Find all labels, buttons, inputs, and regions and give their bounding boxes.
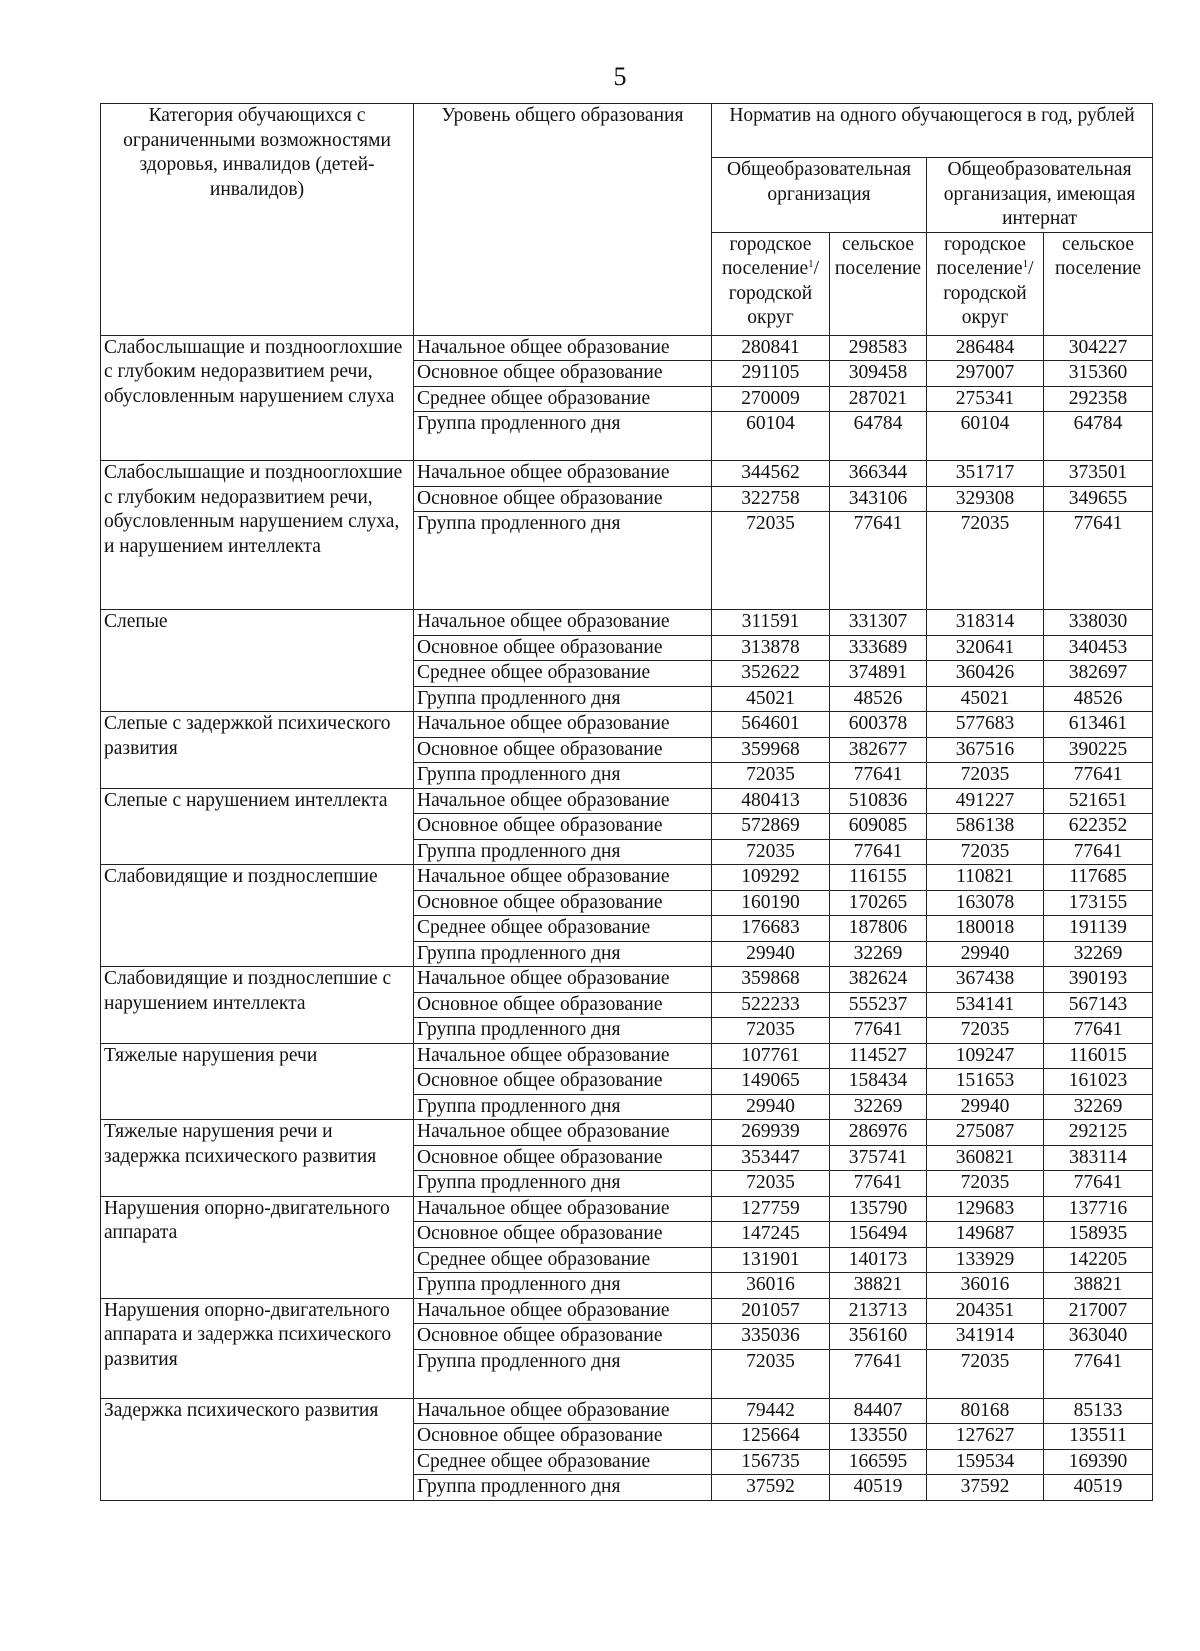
value-rural-boarding: 217007	[1044, 1298, 1153, 1324]
value-rural-boarding: 567143	[1044, 992, 1153, 1018]
value-urban-boarding: 180018	[927, 916, 1044, 942]
value-rural-boarding: 383114	[1044, 1145, 1153, 1171]
value-urban-general: 480413	[712, 788, 830, 814]
level-cell: Группа продленного дня	[414, 763, 712, 789]
value-rural-boarding: 77641	[1044, 1018, 1153, 1044]
value-rural-general: 32269	[830, 941, 927, 967]
value-urban-boarding: 204351	[927, 1298, 1044, 1324]
level-cell: Основное общее образование	[414, 814, 712, 840]
value-urban-boarding: 275087	[927, 1120, 1044, 1146]
value-rural-boarding: 292125	[1044, 1120, 1153, 1146]
value-rural-general: 84407	[830, 1398, 927, 1424]
value-rural-general: 140173	[830, 1247, 927, 1273]
value-rural-general: 609085	[830, 814, 927, 840]
header-urban-b: / городской округ	[728, 258, 820, 328]
value-rural-general: 77641	[830, 1018, 927, 1044]
category-cell: Слепые	[101, 610, 414, 712]
level-cell: Группа продленного дня	[414, 1094, 712, 1120]
value-urban-boarding: 133929	[927, 1247, 1044, 1273]
value-urban-general: 291105	[712, 361, 830, 387]
value-rural-general: 510836	[830, 788, 927, 814]
level-cell: Основное общее образование	[414, 890, 712, 916]
category-cell: Нарушения опорно-двигательного аппарата и задержка психического развития	[101, 1298, 414, 1398]
value-urban-general: 353447	[712, 1145, 830, 1171]
value-urban-boarding: 45021	[927, 686, 1044, 712]
value-urban-boarding: 275341	[927, 386, 1044, 412]
value-rural-general: 375741	[830, 1145, 927, 1171]
value-rural-boarding: 338030	[1044, 610, 1153, 636]
value-urban-boarding: 318314	[927, 610, 1044, 636]
category-cell: Слабовидящие и позднослепшие с нарушением интеллекта	[101, 967, 414, 1044]
table-row	[101, 335, 1153, 361]
table-row	[101, 788, 1153, 814]
page-number: 5	[613, 62, 627, 91]
value-rural-general: 40519	[830, 1475, 927, 1501]
level-cell: Среднее общее образование	[414, 916, 712, 942]
header-urban-a: городское поселение	[721, 233, 812, 279]
category-cell: Слабослышащие и позднооглохшие с глубоким недоразвитием речи, обусловленным нарушением слуха	[101, 335, 414, 461]
value-rural-general: 366344	[830, 461, 927, 487]
level-cell: Группа продленного дня	[414, 412, 712, 461]
value-rural-boarding: 158935	[1044, 1222, 1153, 1248]
value-rural-general: 187806	[830, 916, 927, 942]
value-rural-general: 133550	[830, 1424, 927, 1450]
header-org-boarding: Общеобразовательная организация, имеющая интернат	[927, 158, 1153, 233]
table-row	[101, 1196, 1153, 1222]
header-rural-general: сельское поселение	[830, 232, 927, 335]
value-urban-general: 270009	[712, 386, 830, 412]
value-urban-general: 359868	[712, 967, 830, 993]
value-urban-boarding: 286484	[927, 335, 1044, 361]
value-urban-boarding: 320641	[927, 635, 1044, 661]
value-rural-general: 286976	[830, 1120, 927, 1146]
level-cell: Основное общее образование	[414, 1145, 712, 1171]
value-urban-general: 79442	[712, 1398, 830, 1424]
level-cell: Среднее общее образование	[414, 1449, 712, 1475]
value-urban-boarding: 37592	[927, 1475, 1044, 1501]
level-cell: Начальное общее образование	[414, 1398, 712, 1424]
value-urban-boarding: 72035	[927, 1018, 1044, 1044]
level-cell: Основное общее образование	[414, 486, 712, 512]
value-rural-boarding: 117685	[1044, 865, 1153, 891]
value-rural-boarding: 40519	[1044, 1475, 1153, 1501]
value-rural-general: 32269	[830, 1094, 927, 1120]
value-rural-general: 374891	[830, 661, 927, 687]
table-row	[101, 1043, 1153, 1069]
value-rural-boarding: 77641	[1044, 1171, 1153, 1197]
level-cell: Начальное общее образование	[414, 1196, 712, 1222]
value-urban-boarding: 60104	[927, 412, 1044, 461]
level-cell: Группа продленного дня	[414, 1273, 712, 1299]
level-cell: Основное общее образование	[414, 1324, 712, 1350]
level-cell: Основное общее образование	[414, 635, 712, 661]
value-urban-boarding: 360821	[927, 1145, 1044, 1171]
value-rural-general: 77641	[830, 512, 927, 610]
value-urban-general: 311591	[712, 610, 830, 636]
header-urban-general	[712, 232, 830, 335]
value-urban-general: 72035	[712, 512, 830, 610]
category-cell: Слепые с нарушением интеллекта	[101, 788, 414, 865]
value-rural-boarding: 137716	[1044, 1196, 1153, 1222]
value-urban-boarding: 149687	[927, 1222, 1044, 1248]
value-urban-boarding: 109247	[927, 1043, 1044, 1069]
value-rural-boarding: 48526	[1044, 686, 1153, 712]
value-rural-boarding: 340453	[1044, 635, 1153, 661]
value-urban-boarding: 72035	[927, 1349, 1044, 1398]
header-urban-boarding	[927, 232, 1044, 335]
level-cell: Начальное общее образование	[414, 610, 712, 636]
level-cell: Начальное общее образование	[414, 1298, 712, 1324]
value-urban-boarding: 351717	[927, 461, 1044, 487]
value-urban-general: 72035	[712, 763, 830, 789]
level-cell: Группа продленного дня	[414, 512, 712, 610]
value-rural-general: 309458	[830, 361, 927, 387]
level-cell: Начальное общее образование	[414, 1043, 712, 1069]
level-cell: Группа продленного дня	[414, 1475, 712, 1501]
value-rural-general: 77641	[830, 763, 927, 789]
value-rural-general: 333689	[830, 635, 927, 661]
value-rural-boarding: 349655	[1044, 486, 1153, 512]
category-cell: Тяжелые нарушения речи	[101, 1043, 414, 1120]
value-rural-boarding: 77641	[1044, 763, 1153, 789]
value-urban-general: 344562	[712, 461, 830, 487]
value-urban-boarding: 534141	[927, 992, 1044, 1018]
level-cell: Основное общее образование	[414, 361, 712, 387]
table-header	[101, 104, 1153, 336]
value-urban-general: 201057	[712, 1298, 830, 1324]
value-rural-general: 213713	[830, 1298, 927, 1324]
table-row	[101, 461, 1153, 487]
value-rural-boarding: 135511	[1044, 1424, 1153, 1450]
value-rural-boarding: 373501	[1044, 461, 1153, 487]
value-urban-general: 125664	[712, 1424, 830, 1450]
value-rural-general: 114527	[830, 1043, 927, 1069]
value-rural-general: 331307	[830, 610, 927, 636]
table-row	[101, 1120, 1153, 1146]
category-cell: Слепые с задержкой психического развития	[101, 712, 414, 789]
value-urban-general: 45021	[712, 686, 830, 712]
value-rural-boarding: 85133	[1044, 1398, 1153, 1424]
value-urban-boarding: 491227	[927, 788, 1044, 814]
value-urban-general: 36016	[712, 1273, 830, 1299]
value-urban-boarding: 72035	[927, 763, 1044, 789]
level-cell: Группа продленного дня	[414, 1018, 712, 1044]
value-urban-general: 72035	[712, 1171, 830, 1197]
table-body	[101, 335, 1153, 1500]
level-cell: Группа продленного дня	[414, 1349, 712, 1398]
value-urban-general: 127759	[712, 1196, 830, 1222]
category-cell: Задержка психического развития	[101, 1398, 414, 1500]
value-rural-general: 77641	[830, 839, 927, 865]
value-urban-general: 107761	[712, 1043, 830, 1069]
value-rural-general: 555237	[830, 992, 927, 1018]
value-urban-general: 176683	[712, 916, 830, 942]
value-rural-general: 38821	[830, 1273, 927, 1299]
value-urban-boarding: 151653	[927, 1069, 1044, 1095]
table-row	[101, 967, 1153, 993]
level-cell: Начальное общее образование	[414, 1120, 712, 1146]
value-urban-boarding: 329308	[927, 486, 1044, 512]
level-cell: Начальное общее образование	[414, 788, 712, 814]
value-urban-general: 149065	[712, 1069, 830, 1095]
value-urban-general: 160190	[712, 890, 830, 916]
header-urban-b: / городской округ	[943, 258, 1034, 328]
value-urban-boarding: 72035	[927, 1171, 1044, 1197]
value-rural-general: 156494	[830, 1222, 927, 1248]
value-rural-general: 158434	[830, 1069, 927, 1095]
value-urban-boarding: 163078	[927, 890, 1044, 916]
value-rural-boarding: 169390	[1044, 1449, 1153, 1475]
normatives-table	[100, 103, 1153, 1501]
header-level: Уровень общего образования	[414, 104, 712, 336]
value-rural-boarding: 161023	[1044, 1069, 1153, 1095]
value-urban-general: 29940	[712, 941, 830, 967]
value-urban-general: 522233	[712, 992, 830, 1018]
value-rural-general: 382624	[830, 967, 927, 993]
level-cell: Основное общее образование	[414, 737, 712, 763]
value-rural-boarding: 304227	[1044, 335, 1153, 361]
value-rural-boarding: 77641	[1044, 512, 1153, 610]
value-urban-boarding: 72035	[927, 839, 1044, 865]
value-urban-boarding: 110821	[927, 865, 1044, 891]
table-row	[101, 712, 1153, 738]
value-urban-general: 131901	[712, 1247, 830, 1273]
value-rural-general: 77641	[830, 1171, 927, 1197]
value-rural-general: 48526	[830, 686, 927, 712]
value-urban-boarding: 129683	[927, 1196, 1044, 1222]
level-cell: Основное общее образование	[414, 992, 712, 1018]
value-rural-boarding: 64784	[1044, 412, 1153, 461]
value-urban-general: 109292	[712, 865, 830, 891]
value-rural-general: 77641	[830, 1349, 927, 1398]
table-row	[101, 1298, 1153, 1324]
value-rural-boarding: 521651	[1044, 788, 1153, 814]
level-cell: Начальное общее образование	[414, 461, 712, 487]
value-rural-boarding: 32269	[1044, 941, 1153, 967]
level-cell: Начальное общее образование	[414, 712, 712, 738]
footnote-marker: 1	[808, 258, 814, 270]
table-row	[101, 865, 1153, 891]
value-urban-general: 72035	[712, 839, 830, 865]
header-urban-a: городское поселение	[936, 233, 1026, 279]
value-urban-general: 313878	[712, 635, 830, 661]
value-urban-boarding: 29940	[927, 1094, 1044, 1120]
value-urban-general: 147245	[712, 1222, 830, 1248]
value-rural-boarding: 622352	[1044, 814, 1153, 840]
value-rural-general: 382677	[830, 737, 927, 763]
category-cell: Нарушения опорно-двигательного аппарата	[101, 1196, 414, 1298]
value-urban-general: 322758	[712, 486, 830, 512]
value-rural-boarding: 613461	[1044, 712, 1153, 738]
value-rural-general: 356160	[830, 1324, 927, 1350]
value-urban-boarding: 72035	[927, 512, 1044, 610]
level-cell: Группа продленного дня	[414, 1171, 712, 1197]
category-cell: Тяжелые нарушения речи и задержка психического развития	[101, 1120, 414, 1197]
value-urban-general: 280841	[712, 335, 830, 361]
level-cell: Среднее общее образование	[414, 661, 712, 687]
category-cell: Слабовидящие и позднослепшие	[101, 865, 414, 967]
value-urban-general: 335036	[712, 1324, 830, 1350]
header-rural-boarding: сельское поселение	[1044, 232, 1153, 335]
value-urban-general: 352622	[712, 661, 830, 687]
table-row	[101, 610, 1153, 636]
header-category: Категория обучающихся с ограниченными возможностями здоровья, инвалидов (детей-инвалидов)	[101, 104, 414, 336]
value-urban-boarding: 360426	[927, 661, 1044, 687]
value-urban-boarding: 577683	[927, 712, 1044, 738]
level-cell: Начальное общее образование	[414, 967, 712, 993]
value-rural-boarding: 292358	[1044, 386, 1153, 412]
value-urban-boarding: 586138	[927, 814, 1044, 840]
value-urban-boarding: 80168	[927, 1398, 1044, 1424]
value-rural-boarding: 142205	[1044, 1247, 1153, 1273]
value-rural-boarding: 390225	[1044, 737, 1153, 763]
level-cell: Среднее общее образование	[414, 1247, 712, 1273]
value-rural-boarding: 32269	[1044, 1094, 1153, 1120]
value-rural-boarding: 77641	[1044, 1349, 1153, 1398]
value-urban-boarding: 29940	[927, 941, 1044, 967]
table-row	[101, 1398, 1153, 1424]
value-urban-boarding: 36016	[927, 1273, 1044, 1299]
value-urban-general: 564601	[712, 712, 830, 738]
value-urban-boarding: 297007	[927, 361, 1044, 387]
value-rural-boarding: 191139	[1044, 916, 1153, 942]
level-cell: Группа продленного дня	[414, 839, 712, 865]
value-urban-general: 572869	[712, 814, 830, 840]
value-rural-general: 600378	[830, 712, 927, 738]
value-rural-boarding: 173155	[1044, 890, 1153, 916]
level-cell: Начальное общее образование	[414, 335, 712, 361]
level-cell: Группа продленного дня	[414, 941, 712, 967]
value-rural-boarding: 315360	[1044, 361, 1153, 387]
value-urban-general: 72035	[712, 1018, 830, 1044]
value-urban-general: 60104	[712, 412, 830, 461]
value-urban-boarding: 367516	[927, 737, 1044, 763]
value-rural-boarding: 38821	[1044, 1273, 1153, 1299]
value-urban-boarding: 341914	[927, 1324, 1044, 1350]
value-rural-general: 170265	[830, 890, 927, 916]
level-cell: Основное общее образование	[414, 1222, 712, 1248]
value-rural-boarding: 390193	[1044, 967, 1153, 993]
value-urban-general: 29940	[712, 1094, 830, 1120]
value-rural-boarding: 77641	[1044, 839, 1153, 865]
value-urban-boarding: 127627	[927, 1424, 1044, 1450]
footnote-marker: 1	[1022, 258, 1029, 270]
value-urban-boarding: 159534	[927, 1449, 1044, 1475]
value-rural-general: 116155	[830, 865, 927, 891]
value-urban-general: 156735	[712, 1449, 830, 1475]
value-rural-boarding: 363040	[1044, 1324, 1153, 1350]
value-urban-general: 37592	[712, 1475, 830, 1501]
value-rural-general: 135790	[830, 1196, 927, 1222]
value-urban-general: 269939	[712, 1120, 830, 1146]
level-cell: Группа продленного дня	[414, 686, 712, 712]
value-rural-boarding: 382697	[1044, 661, 1153, 687]
value-rural-general: 64784	[830, 412, 927, 461]
value-urban-boarding: 367438	[927, 967, 1044, 993]
value-rural-boarding: 116015	[1044, 1043, 1153, 1069]
level-cell: Начальное общее образование	[414, 865, 712, 891]
header-norm-title: Норматив на одного обучающегося в год, рублей	[712, 104, 1153, 158]
category-cell: Слабослышащие и позднооглохшие с глубоким недоразвитием речи, обусловленным нарушением слуха, и нарушением интеллекта	[101, 461, 414, 610]
level-cell: Основное общее образование	[414, 1069, 712, 1095]
value-rural-general: 298583	[830, 335, 927, 361]
value-urban-general: 359968	[712, 737, 830, 763]
value-rural-general: 287021	[830, 386, 927, 412]
value-rural-general: 343106	[830, 486, 927, 512]
header-org-general: Общеобразовательная организация	[712, 158, 927, 233]
level-cell: Среднее общее образование	[414, 386, 712, 412]
level-cell: Основное общее образование	[414, 1424, 712, 1450]
value-urban-general: 72035	[712, 1349, 830, 1398]
value-rural-general: 166595	[830, 1449, 927, 1475]
